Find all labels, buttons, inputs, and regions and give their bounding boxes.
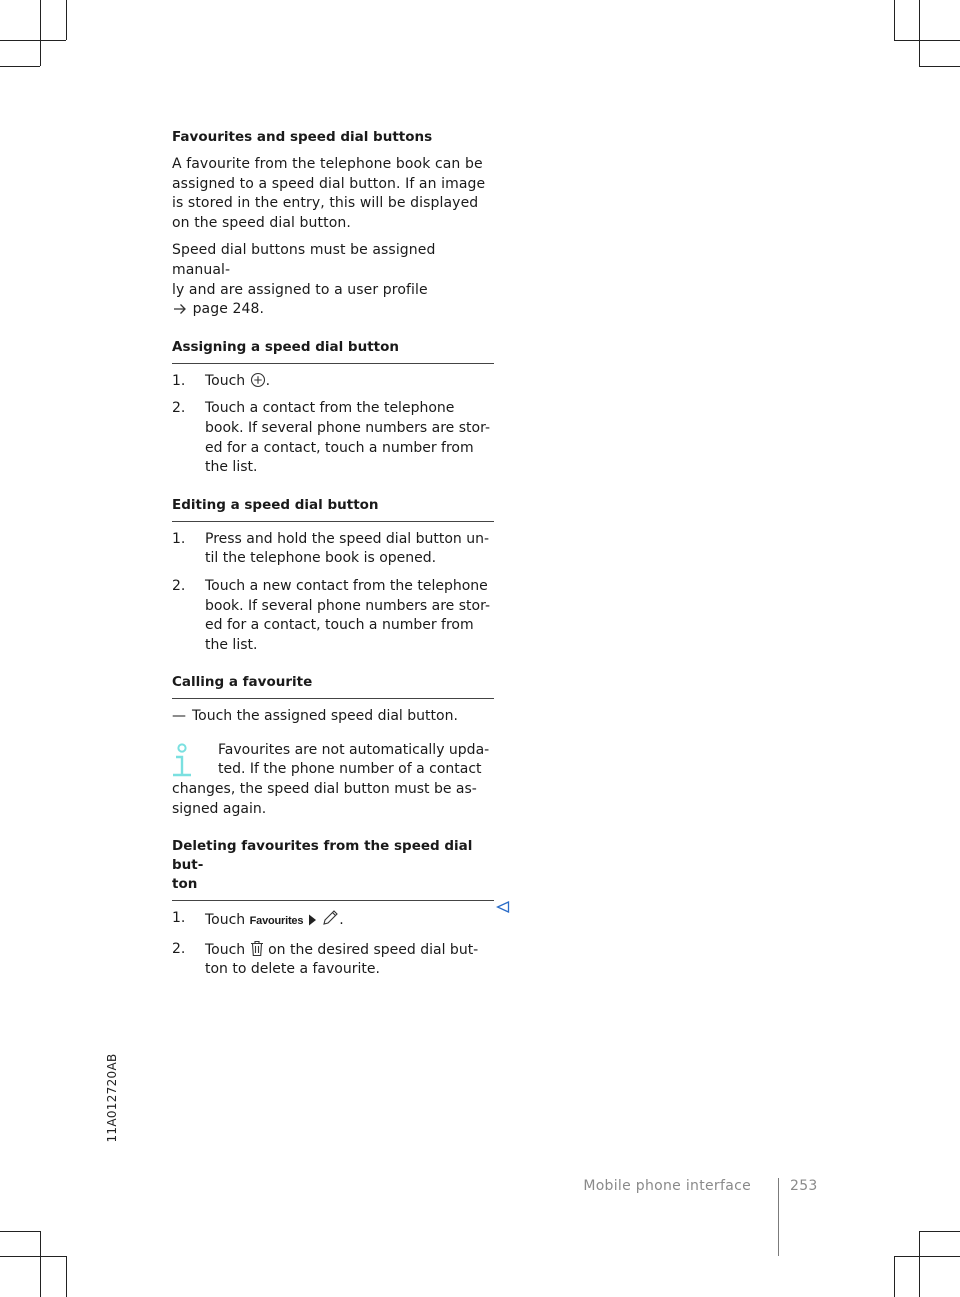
crop-mark <box>894 1256 895 1297</box>
step-number: 1. <box>172 530 186 547</box>
section-heading-favourites: Favourites and speed dial buttons <box>172 129 433 145</box>
crop-mark <box>0 1231 40 1232</box>
info-icon <box>172 743 194 779</box>
step-number: 2. <box>172 577 186 594</box>
crop-mark <box>919 1231 920 1297</box>
step-text: . <box>339 912 344 929</box>
dash-bullet: — <box>172 708 186 725</box>
heading-line: ton <box>172 876 198 893</box>
pencil-icon <box>321 909 339 927</box>
footer-page-number: 253 <box>790 1178 818 1194</box>
step-number: 1. <box>172 910 186 927</box>
step-text: Touch the assigned speed dial button. <box>192 708 458 725</box>
arrow-right-icon <box>172 302 188 316</box>
crop-mark <box>919 66 960 67</box>
list-item <box>172 399 494 477</box>
step-text: on the desired speed dial but-ton to delete a favourite. <box>205 941 479 978</box>
footer-divider <box>778 1178 779 1256</box>
list-item <box>172 530 494 569</box>
trash-icon <box>250 940 264 957</box>
step-text: Touch <box>205 912 246 929</box>
crop-mark <box>0 66 40 67</box>
crop-mark <box>919 1231 960 1232</box>
crop-mark <box>40 0 41 66</box>
info-note <box>172 741 494 819</box>
step-list-edit <box>172 530 494 656</box>
crop-mark <box>40 1231 41 1297</box>
section-heading-delete <box>172 837 494 901</box>
list-item <box>172 909 494 932</box>
list-item <box>172 707 494 727</box>
crop-mark <box>0 40 66 41</box>
crop-mark <box>894 0 895 40</box>
crop-mark <box>0 1256 66 1257</box>
step-list-assign <box>172 372 494 478</box>
paragraph-speed-dial-assignment <box>172 241 494 319</box>
page-reference-text: page 248. <box>192 301 265 318</box>
footer-chapter-title: Mobile phone interface <box>583 1178 751 1194</box>
paragraph-favourites: A favourite from the telephone book can be assigned to a speed dial button. If an image is stored in the entry, this will be displayed on the speed dial button. <box>172 156 486 231</box>
paragraph-line: Speed dial buttons must be assigned manual- <box>172 242 436 278</box>
step-list-call <box>172 707 494 727</box>
note-line: Favourites are not automatically upda- <box>218 741 490 758</box>
plus-circle-icon <box>250 372 266 388</box>
step-text: Press and hold the speed dial button un-til the telephone book is opened. <box>205 530 490 567</box>
step-text: Touch a new contact from the telephone book. If several phone numbers are stor-ed for a contact, touch a number from the list. <box>205 577 491 653</box>
note-text: changes, the speed dial button must be as-signed again. <box>172 781 477 817</box>
main-column <box>172 128 494 980</box>
step-number: 2. <box>172 400 186 417</box>
step-text: Touch <box>205 372 246 389</box>
section-heading-call: Calling a favourite <box>172 673 494 699</box>
note-line: ted. If the phone number of a contact <box>218 761 482 778</box>
crop-mark <box>66 0 67 40</box>
section-heading-assign: Assigning a speed dial button <box>172 338 494 364</box>
list-item <box>172 940 494 980</box>
crop-mark <box>66 1256 67 1297</box>
heading-line: Deleting favourites from the speed dial but- <box>172 838 473 874</box>
list-item <box>172 372 494 392</box>
step-text: Touch <box>205 941 246 958</box>
step-list-delete <box>172 909 494 980</box>
favourites-menu-label: Favourites <box>249 915 304 928</box>
step-text: Touch a contact from the telephone book. If several phone numbers are stor-ed for a contact, touch a number from the list. <box>205 400 491 476</box>
crop-mark <box>894 1256 960 1257</box>
crop-mark <box>919 0 920 66</box>
step-number: 2. <box>172 940 186 957</box>
triangle-right-icon <box>308 913 317 927</box>
document-code-text: 11A012720AB <box>105 1053 119 1143</box>
end-of-section-triangle-icon <box>496 900 510 914</box>
section-heading-edit: Editing a speed dial button <box>172 496 494 522</box>
page-reference-link[interactable] <box>172 301 264 317</box>
step-number: 1. <box>172 372 186 389</box>
crop-mark <box>894 40 960 41</box>
paragraph-line: ly and are assigned to a user profile <box>172 281 428 298</box>
step-text: . <box>265 372 271 389</box>
list-item <box>172 577 494 655</box>
